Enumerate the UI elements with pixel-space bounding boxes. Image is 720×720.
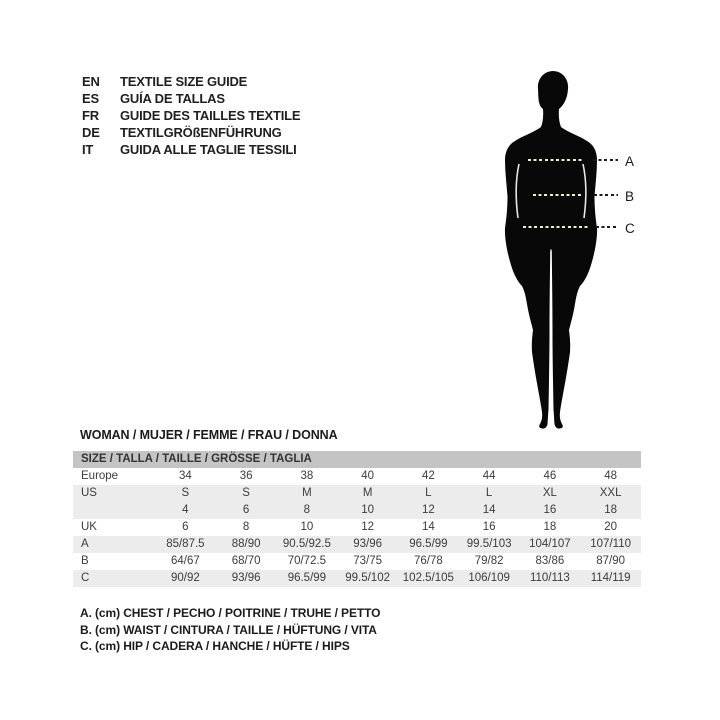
- table-cell: 44: [482, 470, 496, 482]
- table-row-label: C: [81, 572, 90, 584]
- table-cell: 46: [543, 470, 557, 482]
- table-row: [73, 519, 641, 536]
- table-row-label: US: [81, 487, 97, 499]
- language-code: FR: [82, 108, 99, 123]
- table-cell: 10: [361, 504, 375, 516]
- measure-label-a: A: [625, 154, 635, 169]
- language-title: GUIDE DES TAILLES TEXTILE: [120, 108, 301, 123]
- table-cell: 16: [543, 504, 557, 516]
- table-cell: 68/70: [231, 555, 261, 567]
- measure-dash-outer-c: [596, 226, 617, 228]
- measurement-note: B. (cm) WAIST / CINTURA / TAILLE / HÜFTUNG / VITA: [80, 622, 377, 637]
- table-row: [73, 536, 641, 553]
- table-cell: 93/96: [353, 538, 383, 550]
- measurement-note: A. (cm) CHEST / PECHO / POITRINE / TRUHE / PETTO: [80, 606, 381, 620]
- table-row: [73, 553, 641, 570]
- section-title-woman: WOMAN / MUJER / FEMME / FRAU / DONNA: [80, 428, 338, 442]
- table-cell: 70/72.5: [287, 555, 327, 567]
- measure-dash-inner-b: [533, 194, 582, 196]
- table-cell: 107/110: [590, 538, 631, 550]
- table-cell: L: [425, 487, 432, 499]
- language-title: TEXTILE SIZE GUIDE: [120, 74, 248, 89]
- table-cell: 36: [239, 470, 253, 482]
- table-row-label: A: [81, 538, 89, 550]
- table-cell: 102.5/105: [402, 572, 454, 584]
- language-row: [82, 141, 300, 158]
- table-cell: 110/113: [529, 572, 570, 584]
- table-cell: M: [362, 487, 373, 499]
- table-cell: XXL: [599, 487, 622, 499]
- table-cell: 14: [482, 504, 496, 516]
- table-cell: XL: [542, 487, 557, 499]
- table-cell: 18: [543, 521, 557, 533]
- table-cell: 42: [421, 470, 435, 482]
- size-table-body: [73, 468, 641, 587]
- language-code: DE: [82, 125, 100, 140]
- table-cell: 10: [300, 521, 314, 533]
- measurement-notes: [80, 605, 380, 655]
- language-title: GUIDA ALLE TAGLIE TESSILI: [120, 142, 297, 157]
- table-row: [73, 468, 641, 485]
- measure-label-b: B: [625, 189, 635, 204]
- table-cell: 104/107: [529, 538, 571, 550]
- table-row: [73, 502, 641, 519]
- table-cell: 83/86: [535, 555, 565, 567]
- table-cell: 8: [303, 504, 311, 516]
- table-cell: 12: [421, 504, 435, 516]
- table-cell: M: [302, 487, 312, 499]
- table-cell: L: [485, 487, 493, 499]
- table-cell: 73/75: [353, 555, 383, 567]
- woman-silhouette-path: [505, 71, 597, 429]
- table-cell: 96.5/99: [287, 572, 327, 584]
- table-cell: S: [181, 487, 190, 499]
- table-row-label: B: [81, 555, 89, 567]
- language-row: [82, 124, 300, 141]
- language-row: [82, 107, 300, 124]
- table-cell: 6: [182, 521, 189, 533]
- table-cell: 85/87.5: [166, 538, 205, 550]
- table-cell: 114/119: [590, 572, 631, 584]
- language-title: TEXTILGRÖßENFÜHRUNG: [120, 125, 282, 140]
- table-cell: 88/90: [231, 538, 261, 550]
- table-cell: 48: [604, 470, 618, 482]
- table-cell: 90/92: [170, 572, 200, 584]
- table-cell: 76/78: [413, 555, 443, 567]
- table-cell: 87/90: [596, 555, 626, 567]
- measure-dash-outer-a: [593, 159, 618, 161]
- table-cell: S: [242, 487, 250, 499]
- table-cell: 64/67: [170, 555, 200, 567]
- table-cell: 8: [242, 521, 250, 533]
- table-cell: 20: [604, 521, 618, 533]
- language-code: ES: [82, 91, 99, 106]
- table-cell: 99.5/103: [466, 538, 512, 550]
- table-row-label: [73, 502, 155, 519]
- table-cell: 16: [482, 521, 496, 533]
- table-cell: 90.5/92.5: [282, 538, 331, 550]
- measure-dash-inner-a: [528, 159, 583, 161]
- table-cell: 106/109: [468, 572, 510, 584]
- table-cell: 93/96: [231, 572, 261, 584]
- woman-silhouette-figure: [503, 60, 623, 432]
- table-cell: 6: [242, 504, 250, 516]
- measurement-note: C. (cm) HIP / CADERA / HANCHE / HÜFTE / HIPS: [80, 639, 350, 653]
- table-cell: 99.5/102: [345, 572, 390, 584]
- table-cell: 79/82: [474, 555, 504, 567]
- table-cell: 18: [604, 504, 618, 516]
- table-cell: 34: [178, 470, 192, 482]
- table-row: [73, 485, 641, 502]
- measure-label-c: C: [625, 221, 635, 236]
- measure-dash-outer-b: [594, 194, 618, 196]
- language-list: [82, 73, 300, 158]
- table-cell: 14: [421, 521, 435, 533]
- language-code: EN: [82, 74, 100, 89]
- table-row: [73, 570, 641, 587]
- table-cell: 96.5/99: [409, 538, 448, 550]
- table-cell: 40: [361, 470, 375, 482]
- language-row: [82, 90, 300, 107]
- measure-dash-inner-c: [523, 226, 589, 228]
- language-code: IT: [82, 142, 94, 157]
- table-row-label: UK: [81, 521, 97, 533]
- language-title: GUÍA DE TALLAS: [120, 91, 225, 106]
- table-cell: 12: [361, 521, 375, 533]
- table-cell: 38: [300, 470, 314, 482]
- table-row-label: Europe: [81, 470, 119, 482]
- size-table: [73, 451, 641, 587]
- language-row: [82, 73, 300, 90]
- table-cell: 4: [182, 504, 189, 516]
- size-table-header: SIZE / TALLA / TAILLE / GRÖSSE / TAGLIA: [73, 451, 641, 468]
